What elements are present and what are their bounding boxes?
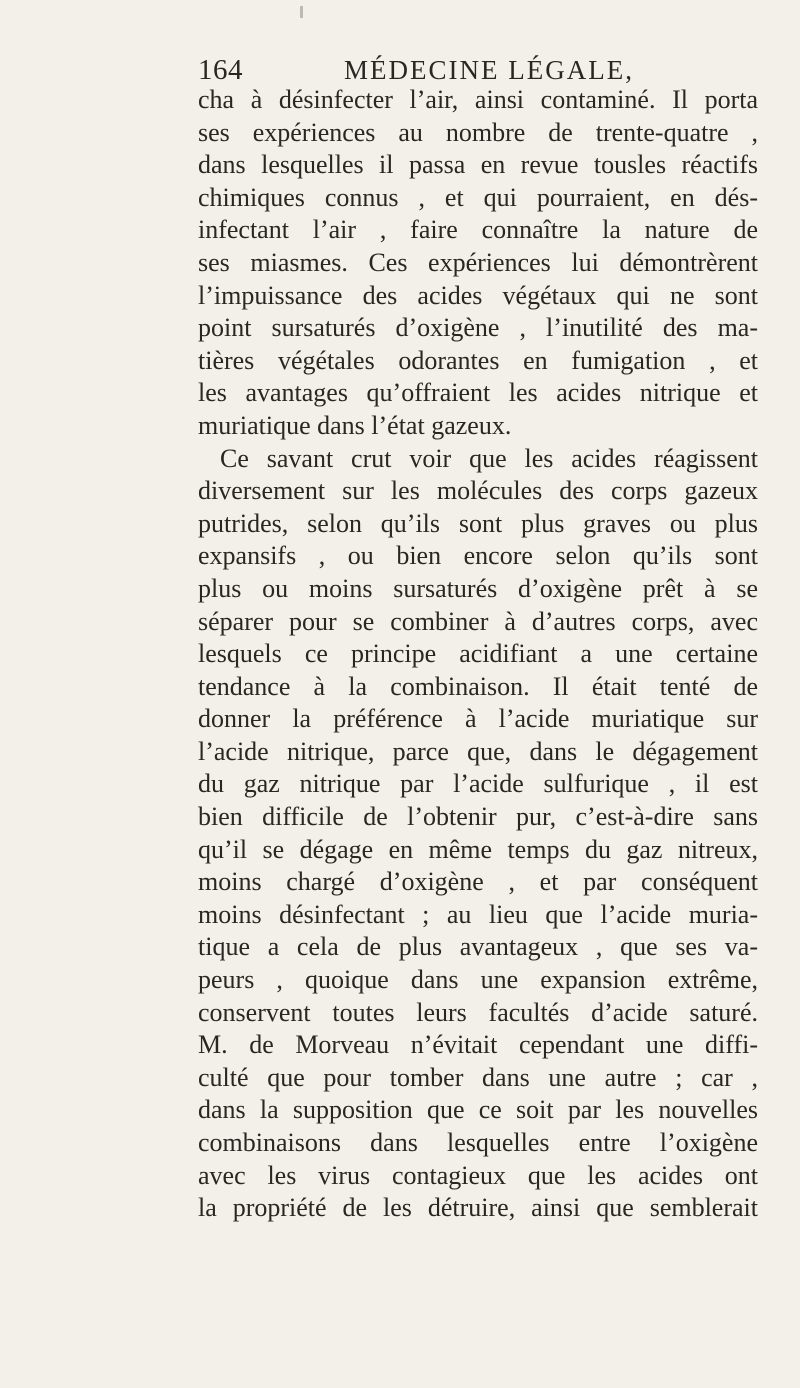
text-line: tières végétales odorantes en fumigation , et xyxy=(198,345,758,375)
text-line: putrides, selon qu’ils sont plus graves ou plus xyxy=(198,508,758,538)
text-line: dans lesquelles il passa en revue tousles réactifs xyxy=(198,150,758,180)
text-line: moins désinfectant ; au lieu que l’acide muria- xyxy=(198,899,758,929)
text-line: bien difficile de l’obtenir pur, c’est-à-dire sans xyxy=(198,802,758,832)
text-line: culté que pour tomber dans une autre ; car , xyxy=(198,1062,758,1092)
text-line: infectant l’air , faire connaître la nature de xyxy=(198,215,758,245)
body-text xyxy=(198,84,758,1225)
text-line: du gaz nitrique par l’acide sulfurique , il est xyxy=(198,769,758,799)
text-line: expansifs , ou bien encore selon qu’ils sont xyxy=(198,541,758,571)
text-line: lesquels ce principe acidifiant a une certaine xyxy=(198,639,758,669)
page-number: 164 xyxy=(198,54,243,86)
text-line: combinaisons dans lesquelles entre l’oxigène xyxy=(198,1128,758,1157)
text-line: la propriété de les détruire, ainsi que semblerait xyxy=(198,1193,758,1223)
running-head: MÉDECINE LÉGALE, xyxy=(344,55,634,85)
text-line: diversement sur les molécules des corps gazeux xyxy=(198,476,758,506)
stray-ink-mark xyxy=(300,6,303,18)
text-line: avec les virus contagieux que les acides ont xyxy=(198,1160,758,1190)
text-line: M. de Morveau n’évitait cependant une diffi- xyxy=(198,1030,758,1060)
text-line: conservent toutes leurs facultés d’acide saturé. xyxy=(198,997,758,1027)
text-line: dans la supposition que ce soit par les nouvelles xyxy=(198,1095,758,1125)
text-line: point sursaturés d’oxigène , l’inutilité des ma- xyxy=(198,313,758,343)
text-line: qu’il se dégage en même temps du gaz nitreux, xyxy=(198,834,758,864)
paragraph-end-line: muriatique dans l’état gazeux. xyxy=(198,410,512,440)
text-line: moins chargé d’oxigène , et par conséquent xyxy=(198,867,758,897)
text-line: l’impuissance des acides végétaux qui ne sont xyxy=(198,280,758,310)
text-line: séparer pour se combiner à d’autres corps, avec xyxy=(198,606,758,636)
text-line: les avantages qu’offraient les acides nitrique et xyxy=(198,378,758,408)
text-line: cha à désinfecter l’air, ainsi contaminé. Il porta xyxy=(198,85,758,114)
paragraph-start-line: Ce savant crut voir que les acides réagissent xyxy=(220,443,758,473)
text-line: l’acide nitrique, parce que, dans le dégagement xyxy=(198,736,758,766)
text-line: chimiques connus , et qui pourraient, en dés- xyxy=(198,182,758,212)
text-line: ses expériences au nombre de trente-quatre , xyxy=(198,117,758,147)
text-line: donner la préférence à l’acide muriatique sur xyxy=(198,704,758,734)
text-line: tendance à la combinaison. Il était tenté de xyxy=(198,671,758,701)
text-line: tique a cela de plus avantageux , que ses va- xyxy=(198,932,758,962)
text-line: peurs , quoique dans une expansion extrême, xyxy=(198,965,758,995)
text-line: ses miasmes. Ces expériences lui démontrèrent xyxy=(198,247,758,277)
text-line: plus ou moins sursaturés d’oxigène prêt à se xyxy=(198,573,758,603)
